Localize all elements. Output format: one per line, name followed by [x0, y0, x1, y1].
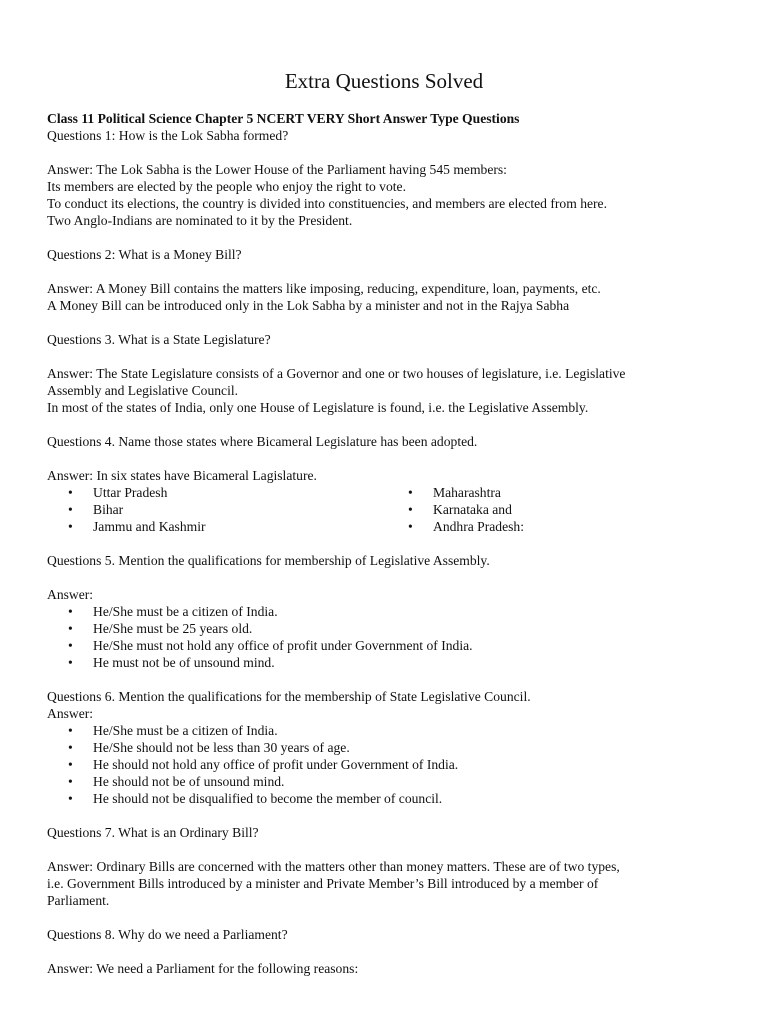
question-5: Questions 5. Mention the qualifications for membership of Legislative Assembly.: [47, 553, 490, 568]
answer-1-line-2: Its members are elected by the people who enjoy the right to vote.: [47, 179, 406, 194]
assembly-qualifications-list: [47, 603, 727, 671]
answer-1-line-4: Two Anglo-Indians are nominated to it by the President.: [47, 213, 353, 228]
states-list-left: [47, 484, 387, 535]
answer-1-line-3: To conduct its elections, the country is divided into constituencies, and members are elected from here.: [47, 196, 607, 211]
list-item: • He/She must not hold any office of profit under Government of India.: [47, 637, 727, 654]
document-body: [47, 110, 727, 977]
list-item: • He should not hold any office of profit under Government of India.: [47, 756, 727, 773]
answer-7-line-3: Parliament.: [47, 893, 110, 908]
answer-3-line-1: Answer: The State Legislature consists of a Governor and one or two houses of legislature, i.e. Legislative: [47, 366, 626, 381]
section-subtitle: Class 11 Political Science Chapter 5 NCERT VERY Short Answer Type Questions: [47, 111, 520, 126]
answer-3-line-3: In most of the states of India, only one House of Legislature is found, i.e. the Legislative Assembly.: [47, 400, 589, 415]
answer-2-line-1: Answer: A Money Bill contains the matters like imposing, reducing, expenditure, loan, payments, etc.: [47, 281, 601, 296]
answer-7-line-2: i.e. Government Bills introduced by a minister and Private Member’s Bill introduced by a member of: [47, 876, 599, 891]
list-item: • Maharashtra: [387, 484, 727, 501]
list-item: • Andhra Pradesh:: [387, 518, 727, 535]
answer-3-line-2: Assembly and Legislative Council.: [47, 383, 239, 398]
list-item: • Uttar Pradesh: [47, 484, 387, 501]
list-item: • He/She should not be less than 30 years of age.: [47, 739, 727, 756]
states-list-right: [387, 484, 727, 535]
question-2: Questions 2: What is a Money Bill?: [47, 247, 242, 262]
question-1: Questions 1: How is the Lok Sabha formed?: [47, 128, 289, 143]
list-item: • He/She must be a citizen of India.: [47, 722, 727, 739]
list-item: • He/She must be a citizen of India.: [47, 603, 727, 620]
question-4: Questions 4. Name those states where Bicameral Legislature has been adopted.: [47, 434, 478, 449]
answer-7-line-1: Answer: Ordinary Bills are concerned with the matters other than money matters. These are of two types,: [47, 859, 620, 874]
list-item: • He/She must be 25 years old.: [47, 620, 727, 637]
list-item: • Bihar: [47, 501, 387, 518]
list-item: • He should not be disqualified to become the member of council.: [47, 790, 727, 807]
list-item: • Jammu and Kashmir: [47, 518, 387, 535]
page-title: Extra Questions Solved: [284, 69, 484, 93]
answer-4: Answer: In six states have Bicameral Lagislature.: [47, 468, 317, 483]
answer-2-line-2: A Money Bill can be introduced only in the Lok Sabha by a minister and not in the Rajya Sabha: [47, 298, 570, 313]
list-item: • He must not be of unsound mind.: [47, 654, 727, 671]
question-6: Questions 6. Mention the qualifications for the membership of State Legislative Council.: [47, 689, 531, 704]
question-8: Questions 8. Why do we need a Parliament?: [47, 927, 288, 942]
question-7: Questions 7. What is an Ordinary Bill?: [47, 825, 259, 840]
answer-8: Answer: We need a Parliament for the following reasons:: [47, 961, 359, 976]
answer-5: Answer:: [47, 587, 94, 602]
list-item: • He should not be of unsound mind.: [47, 773, 727, 790]
list-item: • Karnataka and: [387, 501, 727, 518]
council-qualifications-list: [47, 722, 727, 807]
question-3: Questions 3. What is a State Legislature?: [47, 332, 271, 347]
answer-1-line-1: Answer: The Lok Sabha is the Lower House of the Parliament having 545 members:: [47, 162, 507, 177]
states-list: [47, 484, 727, 535]
answer-6: Answer:: [47, 706, 94, 721]
